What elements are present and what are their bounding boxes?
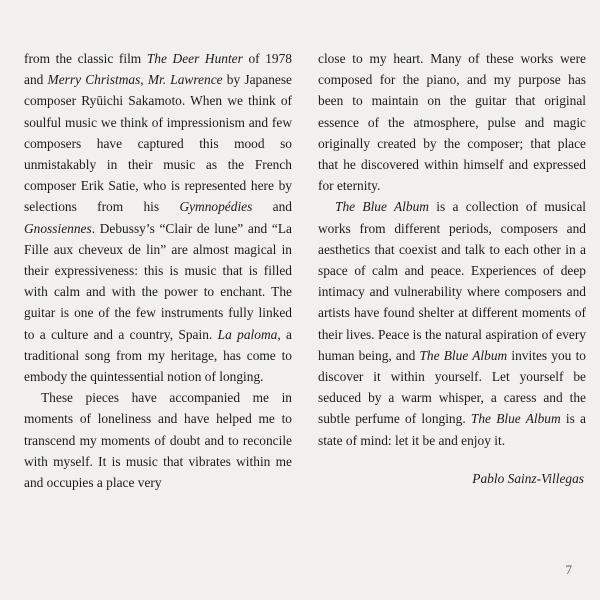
paragraph-right-1: close to my heart. Many of these works were composed for the piano, and my purpose has been to maintain on the guitar that original essence of the atmosphere, pulse and magic originally created by the composer; that place that he discovered within himself and expressed for eternity. (318, 51, 586, 194)
paragraph-left-1: from the classic film The Deer Hunter of 1978 and Merry Christmas, Mr. Lawrence by Japanese composer Ryūichi Sakamoto. When we think of soulful music we think of impressionism and few composers have captured this mood so unmistakably in their music as the French composer Erik Satie, who is represented here by selections from his Gymnopédies and Gnossiennes. Debussy’s “Clair de lune” and “La Fille aux cheveux de lin” are almost magical in their expressiveness: this is music that is filled with calm and with the power to enchant. The guitar is one of the few instruments fully linked to a culture and a country, Spain. La paloma, a traditional song from my heritage, has come to embody the quintessential notion of longing. (24, 51, 292, 385)
right-text-column (318, 48, 586, 487)
left-text-column (24, 48, 292, 493)
author-signature: Pablo Sainz-Villegas (472, 470, 584, 486)
page-number: 7 (565, 562, 572, 577)
paragraph-right-2: The Blue Album is a collection of musical works from different periods, composers and aesthetics that coexist and talk to each other in a space of calm and peace. Experiences of deep intimacy and vulnerability where composers and artists have found shelter at different moments of their lives. Peace is the natural aspiration of every human being, and The Blue Album invites you to discover it within yourself. Let yourself be seduced by a warm whisper, a caress and the subtle perfume of longing. The Blue Album is a state of mind: let it be and enjoy it. (318, 199, 586, 448)
two-column-text-body (24, 48, 586, 493)
paragraph-left-2: These pieces have accompanied me in moments of loneliness and have helped me to transcend my moments of doubt and to reconcile with myself. It is music that vibrates within me and occupies a place very (24, 390, 292, 491)
